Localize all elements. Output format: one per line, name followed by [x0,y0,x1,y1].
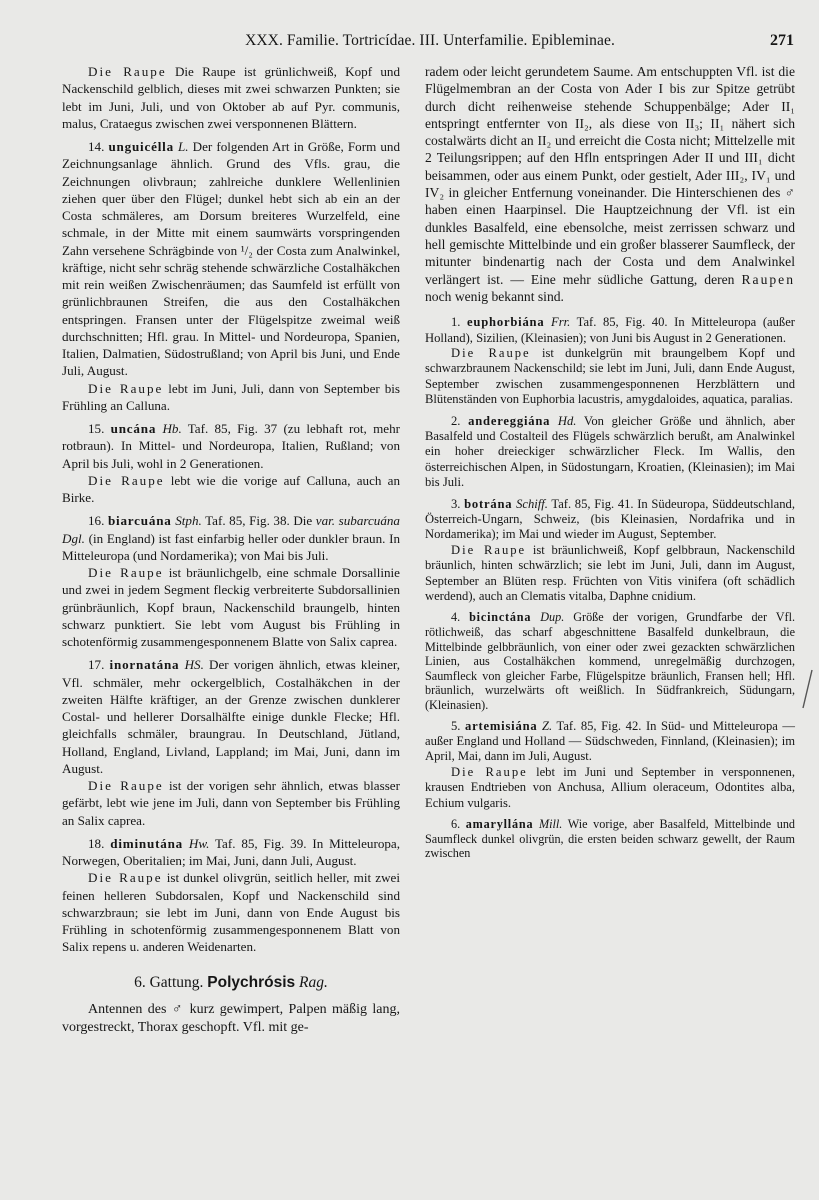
species-name: uncána [110,421,157,436]
species-entry-5 [425,719,795,765]
paragraph [62,63,400,132]
entry-text: Taf. 85, Fig. 39. In Mitteleuropa, Norwegen, Oberitalien; im Mai, Juni, dann Juli, August. [62,835,401,868]
raupe-text: lebt wie die vorige auf Calluna, auch an Birke. [62,472,400,505]
entry-text: Größe der vorigen, Grundfarbe der Vfl. rötlichweiß, das scharf abgeschnittene Basalfeld dunkelbraun, die Mittelbinde gelbbräunlich, von einer oder zwei gezackten schwärzlichen Linien, aus Costalhäkchen kommend, unregelmäßig durchzogen, Saumfleck von gleicher Farbe, Flügelspitze bräunlich, Fransen hell; Hfl. bräunlich, wurzelwärts oft weißlich. In Südfrankreich, Südungarn, (Kleinasien). [425,610,796,713]
raupe-text: lebt im Juni, Juli, dann von September bis Frühling an Calluna. [62,380,400,413]
entry-number: 15. [88,421,105,436]
raupe-label: Die Raupe [451,764,528,779]
entry-number: 1. [451,315,461,330]
raupe-label: Die Raupe [88,778,164,793]
raupe-paragraph [425,346,795,408]
entry-text: Wie vorige, aber Basalfeld, Mittelbinde und Saumfleck dunkel olivgrün, die ersten beiden schwarz gewellt, der Raum zwischen [425,817,796,861]
raupe-text: lebt im Juni und September in versponnenen, krausen Endtrieben von Anchusa, Allium oleraceum, Odontites alba, Echium vulgaris. [425,764,795,810]
species-entry-16 [62,512,400,564]
species-name: bicinctána [469,610,532,625]
raupe-paragraph [62,869,400,955]
raupe-paragraph [425,543,795,605]
species-entry-4 [425,610,795,712]
species-author: Hb. [162,421,182,436]
species-name: diminutána [110,835,183,851]
species-name: andereggiána [468,413,551,428]
entry-number: 4. [451,610,461,625]
entry-number: 2. [451,413,461,428]
species-entry-17 [62,656,400,777]
entry-number: 14. [88,139,105,154]
species-author: Frr. [551,315,571,330]
entry-number: 18. [88,835,105,851]
species-entry-1 [425,315,795,346]
paragraph-text: noch wenig bekannt sind. [425,288,564,304]
paragraph-text: radem oder leicht gerundetem Saume. Am entschuppten Vfl. ist die Flügelmembran an der Costa von Ader I bis zur Spitze getrübt durch dicht reihenweise stehende Schuppenbälge; Ader II₁ entspringt entfernter von II₂, als diese von II₃; II₁ nähert sich costalwärts dicht an II₂ und erreicht die Costa nicht; Mittelzelle mit 2 Teilungsrippen; auf den Hfln entspringen Ader II und III₁ dicht beisammen, oder aus einem Punkt, oder gestielt, Ader III₂, IV₁ und IV₂ in gleicher Entfernung voneinander. Die Hinterschienen des ♂ haben einen Haarpinsel. Die Hauptzeichnung der Vfl. ist ein dunkles Basalfeld, eine ebensolche, meist zerrissen schwarz und hell gemischte Mittelbinde und ein großer blasserer Saumfleck, der mitunter bindenartig nach der Costa und dem Analwinkel verlängert ist. — Eine mehr südliche Gattung, deren [425,64,795,287]
species-author: L. [178,139,189,154]
entry-text: Taf. 85, Fig. 37 (zu lebhaft rot, mehr rotbraun). In Mittel- und Nordeuropa, Italien, Rußland; von April bis Juli, wohl in 2 Generationen. [62,421,400,471]
species-author: Mill. [538,817,563,832]
entry-number: 5. [451,718,461,733]
entry-text: Der vorigen ähnlich, etwas kleiner, Vfl. schmäler, mehr ockergelblich, Costalhäkchen in der zweiten Hälfte kräftiger, an der Grenze zwischen dunklerer Costal- und hellerer Dorsalhälfte einige dunkle Flecke; Hfl. gleichfalls schmäler, braungrau. In Deutschland, Jütland, Holland, England, Livland, Lappland; im Mai, Juni, dann im August. [62,657,400,776]
species-entry-18 [62,835,400,870]
species-author: Stph. [175,513,202,529]
raupe-text: ist dunkelgrün mit braungelbem Kopf und schwarzbraunem Nackenschild; sie lebt im Juni, Juli, dann Ende August, September zwischen zusammengesponnenen Herzblättern und Blütenständen von Euphorbia lacustris, amygdaloides, aquatica, paralias. [425,345,795,407]
species-name: inornatána [109,657,180,673]
page-number: 271 [770,32,794,49]
raupe-paragraph [62,777,400,829]
species-author: Hw. [188,835,210,851]
genus-author: Rag. [299,973,328,991]
raupe-label: Die Raupe [88,565,164,580]
raupe-text: ist bräunlichweiß, Kopf gelbbraun, Nackenschild bräunlich, hinten schwärzlich; sie lebt im Juni, Juli, dann im August, September an Blüten resp. Früchten von Vitis vinifera (oft schädlich werdend), auch an Clematis vitalba, Daphne cnidium. [425,542,795,604]
running-head: XXX. Familie. Tortricídae. III. Unterfamilie. Epibleminae. [245,32,615,49]
page-header [60,32,800,56]
entry-number: 16. [88,513,105,529]
species-name: euphorbiána [467,315,545,330]
entry-text: Taf. 85, Fig. 42. In Süd- und Mitteleuropa — außer England und Holland — Südschweden, Finnland, (Kleinasien); im April, Mai, dann im Juli, August. [425,718,795,764]
species-author: Z. [542,718,553,733]
entry-number: 6. [451,817,461,832]
species-entry-6 [425,817,795,861]
species-author: HS. [184,657,204,673]
species-name: botrána [464,496,513,511]
entry-text: Taf. 85, Fig. 41. In Südeuropa, Süddeutschland, Österreich-Ungarn, Schweiz, (bis Kleinasien, Nordafrika und in Nordamerika); im Mai und wieder im August, September. [425,496,795,542]
species-author: Dup. [540,610,565,625]
paragraph-text: Die Raupe ist grünlichweiß, Kopf und Nackenschild gelblich, dieses mit zwei schwarzen Punkten; sie lebt im Juni, Juli, und von Oktober ab auf Pyr. communis, malus, Crataegus zwischen zwei versponnenen Blättern. [62,64,400,131]
raupen-label: Raupen [741,271,795,287]
raupe-label: Die Raupe [451,542,527,557]
raupe-paragraph [62,472,400,507]
species-entry-15 [62,420,400,472]
genus-description-continued [425,63,795,305]
entry-text: Taf. 85, Fig. 38. Die [201,513,316,529]
left-column [62,63,400,1037]
raupe-text: ist dunkel olivgrün, seitlich heller, mit zwei feinen helleren Subdorsalen, Kopf und Nackenschild sind schwarzbraun; sie lebt im Juni, dann von Ende August bis Frühling in schotenförmig zusammengesponnenem Blatt von Salix repens u. anderen Weidenarten. [62,870,400,955]
raupe-text: ist bräunlichgelb, eine schmale Dorsallinie und zwei in jedem Segment fleckig verbreiterte Subdorsallinien grünbräunlich, Kopf braun, Nackenschild braungelb, hinten schwarz punktiert. Sie lebt vom August bis Frühling in schotenförmig zusammengesponnenem Blatte von Salix caprea. [62,565,400,649]
raupe-paragraph [425,765,795,811]
raupe-label: Die Raupe [451,345,531,360]
species-entry-2 [425,414,795,491]
raupe-text: ist der vorigen sehr ähnlich, etwas blasser gefärbt, lebt wie jene im Juli, dann von September bis Frühling an Salix caprea. [62,778,400,828]
entry-text: (in England) ist fast einfarbig heller oder dunkler braun. In Mitteleuropa (und Nordamerika); von Mai bis Juli. [62,530,400,563]
species-entry-14 [62,138,400,380]
raupe-label: Die Raupe [88,380,164,396]
genus-name: Polychrósis [207,973,296,991]
genus-heading [62,974,400,991]
species-name: amaryllána [465,817,534,832]
margin-pencil-mark [800,668,814,710]
species-name: unguicélla [108,139,174,154]
species-name: artemisiána [465,718,538,733]
entry-text: Taf. 85, Fig. 40. In Mitteleuropa (außer Holland), Sizilien, (Kleinasien); von Juni bis August in 2 Generationen. [425,315,795,345]
entry-number: 3. [451,496,461,511]
raupe-label: Die Raupe [88,870,163,886]
entry-text: Von gleicher Größe und ähnlich, aber Basalfeld und Costalteil des Flügels schwärzlich berußt, am Analwinkel ein hoher dreieckiger schwärzlicher Fleck. Im Wallis, den österreichischen Alpen, in Südostungarn, Kroatien, (Kleinasien); im Mai bis Juli. [425,413,795,490]
species-name: biarcuána [107,513,172,529]
variety-name: var. subarcuána Dgl. [62,513,400,546]
species-entry-3 [425,497,795,543]
entry-number: 17. [88,657,105,673]
raupe-label: Die Raupe [88,472,165,488]
genus-description: Antennen des ♂ kurz gewimpert, Palpen mäßig lang, vorgestreckt, Thorax geschopft. Vfl. mit ge- [62,1001,400,1035]
raupe-paragraph [62,564,400,650]
species-author: Hd. [557,413,577,428]
raupe-paragraph [62,380,400,415]
right-column [425,63,795,861]
entry-text: Der folgenden Art in Größe, Form und Zeichnungsanlage ähnlich. Grund des Vfls. grau, die Zeichnungen olivbraun; zahlreiche dunklere Wellenlinien ziehen quer über den Flügel; dunkel hebt sich ab ein an der Costa schmäleres, am Dorsum breiteres Wurzelfeld, eine schmale, in der Mitte mit einem saumwärts vorspringenden Zahn versehene Schrägbinde von ¹/₂ der Costa zum Analwinkel, kräftige, nicht sehr schräg stehende schwärzliche Costalhäkchen mit rein weißen Zwischenräumen; das Saumfeld ist erfüllt von grünlichbraunen Streifen, die aus den Costalhäkchen entspringen. Fransen unter der Flügelspitze zweimal weiß durchschnitten; Hfl. grau. In Mittel- und Nordeuropa, Spanien, Italien, Dalmatien, Südostrußland; von April bis Juni, und Ende Juli, August. [62,139,400,379]
species-author: Schiff. [516,496,548,511]
raupe-label: Die Raupe [88,64,167,79]
genus-number: 6. Gattung. [134,973,204,991]
